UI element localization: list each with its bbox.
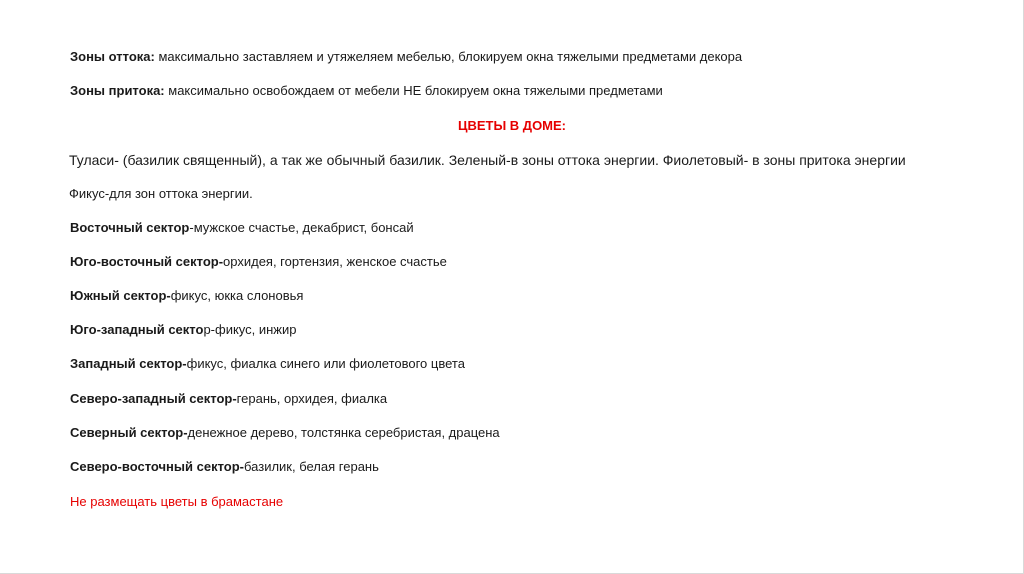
outflow-zones-text: максимально заставляем и утяжеляем мебелью, блокируем окна тяжелыми предметами декора: [154, 49, 743, 64]
north-sector-line: [70, 425, 500, 441]
northeast-sector-text: базилик, белая герань: [244, 459, 379, 474]
inflow-zones-text: максимально освобождаем от мебели НЕ блокируем окна тяжелыми предметами: [164, 83, 663, 98]
south-sector-text: фикус, юкка слоновья: [170, 288, 304, 303]
east-sector-line: [70, 220, 414, 236]
southeast-sector-text: орхидея, гортензия, женское счастье: [223, 254, 447, 269]
brahmasthan-warning: Не размещать цветы в брамастане: [70, 494, 284, 509]
southeast-sector-line: [70, 254, 447, 270]
outflow-zones-line: [70, 49, 742, 65]
west-sector-line: [70, 356, 465, 372]
south-sector-label: Южный сектор-: [70, 288, 171, 303]
flowers-heading: ЦВЕТЫ В ДОМЕ:: [457, 118, 567, 133]
west-sector-label: Западный сектор-: [70, 356, 187, 371]
west-sector-text: фикус, фиалка синего или фиолетового цвета: [186, 356, 465, 371]
east-sector-text: -мужское счастье, декабрист, бонсай: [189, 220, 414, 235]
tulasi-line: Туласи- (базилик священный), а так же обычный базилик. Зеленый-в зоны оттока энергии. Фиолетовый- в зоны притока энергии: [69, 152, 906, 168]
northwest-sector-text: герань, орхидея, фиалка: [236, 391, 388, 406]
east-sector-label: Восточный сектор: [70, 220, 190, 235]
north-sector-label: Северный сектор-: [70, 425, 188, 440]
inflow-zones-line: [70, 83, 663, 99]
southeast-sector-label: Юго-восточный сектор-: [70, 254, 224, 269]
northeast-sector-line: [70, 459, 379, 475]
northwest-sector-label: Северо-западный сектор-: [70, 391, 237, 406]
northwest-sector-line: [70, 391, 387, 407]
south-sector-line: [70, 288, 303, 304]
ficus-line: Фикус-для зон оттока энергии.: [69, 186, 253, 201]
southwest-sector-text: р-фикус, инжир: [203, 322, 297, 337]
north-sector-text: денежное дерево, толстянка серебристая, драцена: [187, 425, 500, 440]
outflow-zones-label: Зоны оттока:: [70, 49, 155, 64]
northeast-sector-label: Северо-восточный сектор-: [70, 459, 244, 474]
southwest-sector-label: Юго-западный секто: [70, 322, 204, 337]
inflow-zones-label: Зоны притока:: [70, 83, 165, 98]
southwest-sector-line: [70, 322, 297, 338]
